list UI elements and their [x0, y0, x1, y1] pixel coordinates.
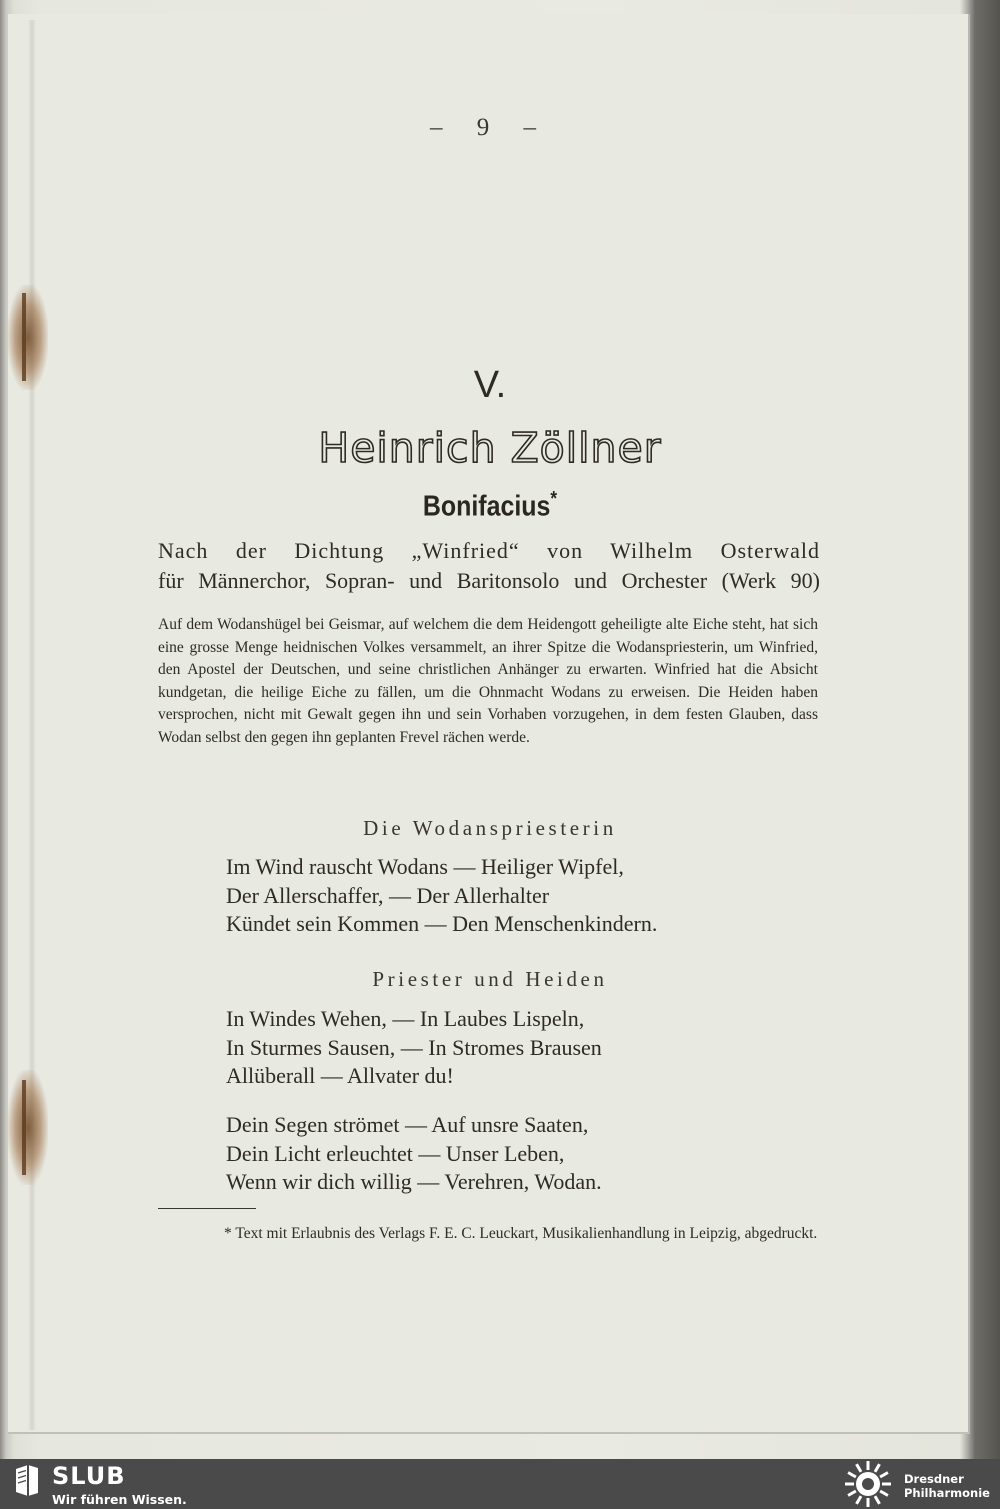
verse-line: In Sturmes Sausen, — In Stromes Brausen: [226, 1034, 602, 1060]
verse-line: Dein Licht erleuchtet — Unser Leben,: [226, 1140, 565, 1166]
role-heading-priestess: Die Wodanspriesterin: [363, 816, 617, 840]
page-gutter: [28, 20, 36, 1430]
footnote-divider: [158, 1208, 256, 1209]
role-heading-priests-heathens: Priester und Heiden: [372, 967, 608, 991]
partner-name-line-2: Philharmonie: [904, 1486, 990, 1500]
verse-line: Wenn wir dich willig — Verehren, Wodan.: [226, 1169, 602, 1194]
page-number: – 9 –: [430, 114, 550, 141]
verse-line: Kündet sein Kommen — Den Menschenkindern.: [226, 911, 658, 936]
staple-rust-bottom: [8, 1070, 48, 1185]
verse-stanza-1: [226, 853, 786, 939]
footnote-text: * Text mit Erlaubnis des Verlags F. E. C. Leuckart, Musikalienhandlung in Leipzig, abgedruckt.: [224, 1225, 818, 1242]
verse-line: Der Allerschaffer, — Der Allerhalter: [226, 882, 550, 908]
subtitle-line-2: für Männerchor, Sopran- und Baritonsolo und Orchester (Werk 90): [158, 568, 820, 593]
footnote-marker: *: [550, 488, 558, 510]
verse-line: Dein Segen strömet — Auf unsre Saaten,: [226, 1112, 589, 1137]
verse-line: Im Wind rauscht Wodans — Heiliger Wipfel,: [226, 854, 624, 879]
philharmonie-logo-icon[interactable]: [842, 1459, 894, 1509]
verse-line: Allüberall — Allvater du!: [226, 1063, 454, 1088]
composer-name: Heinrich Zöllner: [318, 424, 662, 472]
verse-stanza-2: [226, 1005, 786, 1091]
synopsis-paragraph: Auf dem Wodanshügel bei Geismar, auf welchem die dem Heidengott geheiligte alte Eiche steht, hat sich eine grosse Menge heidnischen Volkes versammelt, an ihrer Spitze die Wodanspriesterin, um Winfried, den Apostel der Deutschen, und seine christlichen Anhänger zu erwarten. Winfried hat die Absicht kundgetan, die heilige Eiche zu fällen, um die Ohnmacht Wodans zu erweisen. Die Heiden haben versprochen, nicht mit Gewalt gegen ihn und sein Vorhaben vorzugehen, in dem festen Glauben, dass Wodan selbst den gegen ihn geplanten Frevel rächen werde.: [158, 616, 818, 746]
viewer-footer-bar: [0, 1459, 1000, 1509]
partner-name[interactable]: [904, 1472, 990, 1500]
library-name[interactable]: SLUB: [52, 1462, 126, 1490]
work-title: [69, 488, 912, 524]
verse-stanza-3: [226, 1111, 786, 1197]
verse-line: In Windes Wehen, — In Laubes Lispeln,: [226, 1006, 585, 1031]
slub-logo-icon[interactable]: [14, 1463, 40, 1497]
section-numeral: V.: [473, 364, 507, 406]
subtitle-line-1: Nach der Dichtung „Winfried“ von Wilhelm Osterwald: [158, 538, 820, 563]
library-tagline: Wir führen Wissen.: [52, 1492, 187, 1507]
work-title-text: Bonifacius: [422, 490, 551, 523]
partner-name-line-1: Dresdner: [904, 1472, 964, 1486]
